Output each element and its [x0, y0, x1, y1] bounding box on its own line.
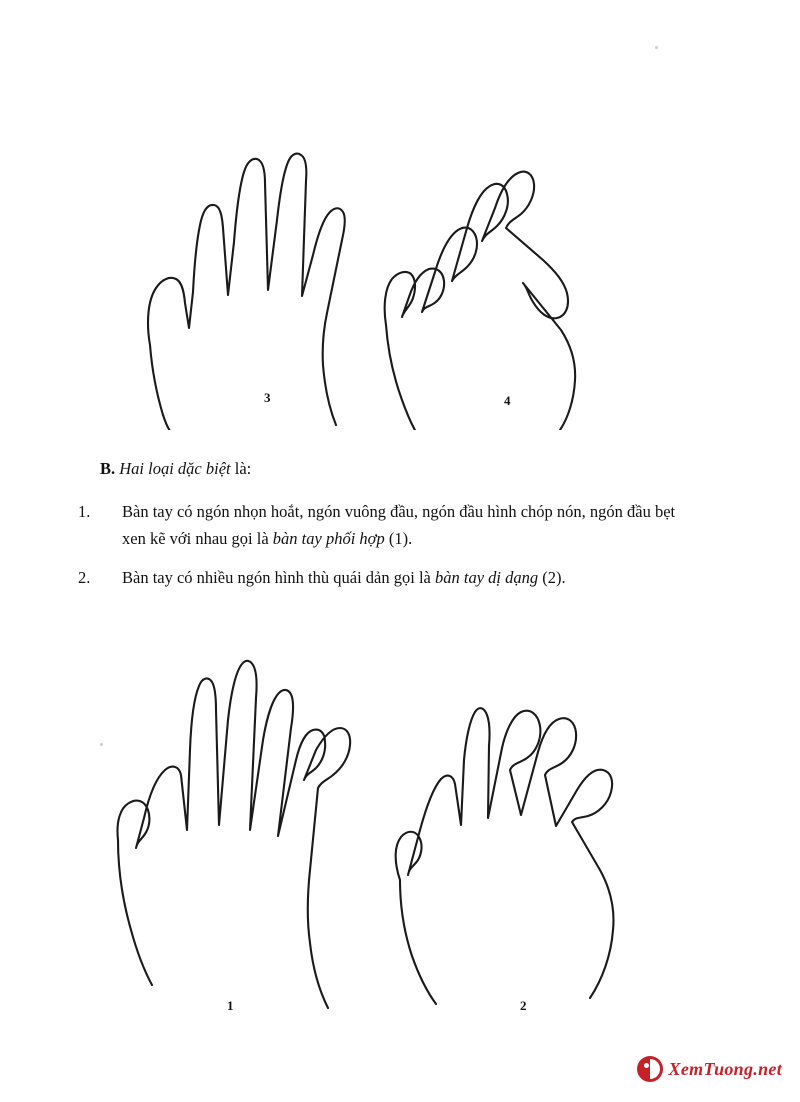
watermark-text: XemTuong.net [668, 1058, 782, 1079]
hand-outline-figure-3-4 [0, 60, 800, 430]
figure-label-3: 3 [264, 390, 271, 405]
list-item-text-1: Bàn tay có nhiều ngón hình thù quái dản gọi là [122, 568, 435, 587]
list-item-number: 2. [78, 568, 91, 587]
section-marker: B. [100, 459, 116, 478]
yin-yang-icon [637, 1056, 663, 1082]
watermark [637, 1056, 782, 1082]
figure-label-2: 2 [520, 998, 527, 1013]
hand-outline-figure-1-2 [0, 640, 800, 1030]
figure-group-top [0, 60, 800, 430]
section-heading-trailing: là: [230, 459, 252, 478]
list-item-text-2: (2). [538, 568, 566, 587]
print-dot [655, 46, 658, 49]
section-heading-italic: Hai loại dặc biệt [119, 459, 231, 478]
body-text [78, 455, 700, 603]
section-heading [100, 455, 700, 482]
list-item-number: 1. [78, 502, 91, 521]
list-item-italic-1: bàn tay phối hợp [272, 529, 385, 548]
list-item-text-2: (1). [384, 529, 413, 548]
list-item-italic-2: bàn tay dị dạng [434, 568, 539, 587]
figure-label-1: 1 [227, 998, 234, 1013]
list-item-text-1: Bàn tay có ngón nhọn hoắt, ngón vuông đầu, ngón đầu hình chóp nón, ngón đầu bẹt xen kẽ với nhau gọi là [122, 502, 676, 548]
figure-label-4: 4 [504, 393, 511, 408]
list-item [78, 564, 700, 591]
list-item [78, 498, 700, 552]
figure-group-bottom [0, 640, 800, 1030]
